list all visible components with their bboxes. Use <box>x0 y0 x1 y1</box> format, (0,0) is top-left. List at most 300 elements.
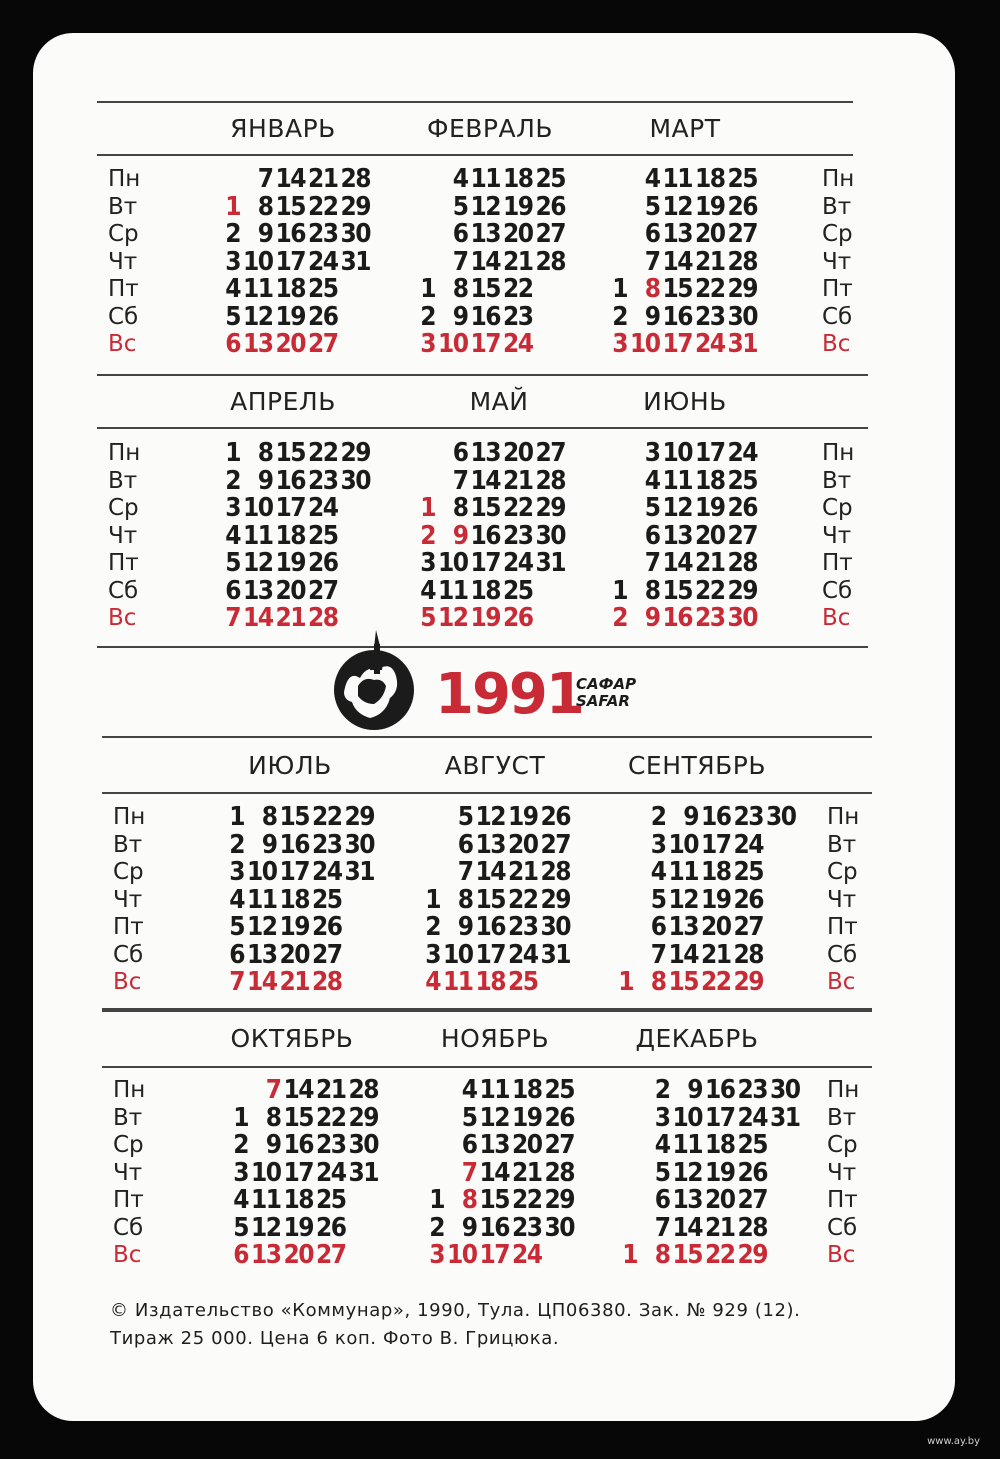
day-number: 27 <box>733 912 763 942</box>
day-number: 16 <box>275 465 305 496</box>
day-number: 29 <box>344 802 374 832</box>
day-number: 7 <box>644 548 660 578</box>
day-number: 29 <box>340 191 370 222</box>
day-number: 13 <box>475 829 505 860</box>
day-number: 31 <box>540 939 570 970</box>
day-number: 21 <box>307 164 338 194</box>
day-number: 15 <box>279 802 309 832</box>
day-number: 11 <box>250 1185 281 1215</box>
day-number: 5 <box>233 1212 248 1243</box>
day-number: 1 <box>420 274 435 304</box>
day-number: 15 <box>470 274 500 304</box>
day-number: 6 <box>229 939 244 970</box>
day-number: 12 <box>662 191 692 222</box>
day-number: 2 <box>225 219 240 249</box>
weekday-label-left: Вт <box>108 467 138 494</box>
day-number: 2 <box>425 912 440 942</box>
day-number: 9 <box>452 520 468 551</box>
day-number: 2 <box>229 829 244 860</box>
day-number: 30 <box>769 1075 800 1105</box>
day-number: 11 <box>470 164 500 194</box>
day-number: 10 <box>672 1102 702 1133</box>
day-number: 5 <box>420 603 435 633</box>
day-number: 2 <box>420 301 435 332</box>
day-number: 18 <box>475 967 505 997</box>
weekday-label-left: Пт <box>113 914 144 940</box>
day-number: 13 <box>242 575 273 606</box>
day-number: 19 <box>704 1157 735 1188</box>
weekday-label-left: Сб <box>113 1214 144 1241</box>
day-number: 10 <box>442 939 473 970</box>
day-number: 14 <box>242 603 273 633</box>
day-number: 21 <box>694 548 725 578</box>
weekday-label-left: Вт <box>113 1104 143 1131</box>
day-number: 18 <box>275 520 305 551</box>
day-number: 13 <box>470 438 500 468</box>
day-number: 1 <box>225 191 240 222</box>
weekday-label-right: Сб <box>827 1214 858 1241</box>
day-number: 10 <box>242 246 273 277</box>
day-number: 14 <box>662 548 692 578</box>
day-number: 4 <box>644 465 660 496</box>
day-number: 28 <box>340 164 370 194</box>
day-number: 26 <box>727 191 757 222</box>
day-number: 2 <box>233 1130 248 1160</box>
day-number: 31 <box>344 857 374 887</box>
day-number: 18 <box>700 857 731 887</box>
day-number: 8 <box>452 493 468 523</box>
day-number: 27 <box>540 829 570 860</box>
day-number: 6 <box>644 520 660 551</box>
day-number: 16 <box>275 219 305 249</box>
day-number: 29 <box>733 967 763 997</box>
weekday-label-left: Чт <box>108 248 138 275</box>
day-number: 4 <box>654 1130 670 1160</box>
day-number: 14 <box>283 1075 313 1105</box>
day-number: 6 <box>225 575 240 606</box>
day-number: 30 <box>727 603 757 633</box>
day-number: 8 <box>261 802 277 832</box>
day-number: 20 <box>694 520 725 551</box>
day-number: 18 <box>275 274 305 304</box>
month-name: АВГУСТ <box>444 751 546 780</box>
weekday-label-left: Чт <box>113 1159 143 1186</box>
day-number: 3 <box>420 548 435 578</box>
day-number: 6 <box>457 829 473 860</box>
day-number: 22 <box>307 438 338 468</box>
day-number: 20 <box>275 329 305 359</box>
day-number: 29 <box>340 438 370 468</box>
month-name: ЯНВАРЬ <box>230 114 336 143</box>
day-number: 4 <box>225 520 240 551</box>
day-number: 23 <box>737 1075 767 1105</box>
day-number: 17 <box>662 329 692 359</box>
day-number: 8 <box>257 438 273 468</box>
day-number: 15 <box>283 1102 313 1133</box>
day-number: 1 <box>425 884 440 915</box>
day-number: 9 <box>687 1075 702 1105</box>
day-number: 7 <box>257 164 273 194</box>
day-number: 10 <box>437 548 468 578</box>
day-number: 23 <box>694 301 725 332</box>
day-number: 23 <box>311 829 342 860</box>
day-number: 26 <box>733 884 763 915</box>
day-number: 29 <box>727 575 757 606</box>
day-number: 26 <box>502 603 533 633</box>
weekday-label-right: Пт <box>827 914 858 940</box>
day-number: 21 <box>704 1212 735 1243</box>
weekday-label-right: Пт <box>822 276 853 302</box>
weekday-label-left: Сб <box>108 303 139 330</box>
day-number: 25 <box>307 520 338 551</box>
day-number: 24 <box>727 438 757 468</box>
day-number: 11 <box>479 1075 509 1105</box>
day-number: 25 <box>727 164 757 194</box>
day-number: 17 <box>475 939 505 970</box>
day-number: 28 <box>348 1075 378 1105</box>
weekday-label-left: Вт <box>113 831 143 858</box>
day-number: 21 <box>315 1075 346 1105</box>
day-number: 9 <box>644 301 660 332</box>
day-number: 31 <box>727 329 757 359</box>
day-number: 30 <box>727 301 757 332</box>
day-number: 12 <box>479 1102 509 1133</box>
day-number: 24 <box>315 1157 346 1188</box>
month-name: ДЕКАБРЬ <box>635 1024 759 1053</box>
day-number: 19 <box>283 1212 313 1243</box>
day-number: 20 <box>502 438 533 468</box>
day-number: 11 <box>672 1130 702 1160</box>
weekday-label-left: Чт <box>108 522 138 549</box>
day-number: 4 <box>225 274 240 304</box>
weekday-label-right: Ср <box>827 1132 858 1158</box>
day-number: 23 <box>733 802 763 832</box>
day-number: 14 <box>475 857 505 887</box>
weekday-label-left: Пн <box>108 166 141 192</box>
day-number: 29 <box>348 1102 378 1133</box>
day-number: 12 <box>242 301 273 332</box>
weekday-label-right: Чт <box>827 886 857 913</box>
divider-line <box>97 154 853 156</box>
weekday-label-left: Вс <box>108 605 137 631</box>
day-number: 3 <box>229 857 244 887</box>
day-number: 3 <box>654 1102 670 1133</box>
day-number: 8 <box>650 967 666 997</box>
day-number: 9 <box>683 802 698 832</box>
weekday-label-right: Вс <box>827 969 856 995</box>
day-number: 13 <box>246 939 277 970</box>
divider-line <box>97 646 868 648</box>
day-number: 8 <box>654 1240 670 1270</box>
day-number: 2 <box>429 1212 444 1243</box>
day-number: 8 <box>452 274 468 304</box>
day-number: 17 <box>275 493 305 523</box>
day-number: 7 <box>225 603 240 633</box>
day-number: 12 <box>672 1157 702 1188</box>
month-name: ОКТЯБРЬ <box>230 1024 354 1053</box>
day-number: 27 <box>727 219 757 249</box>
day-number: 16 <box>470 301 500 332</box>
day-number: 28 <box>307 603 338 633</box>
weekday-label-right: Сб <box>822 303 853 330</box>
day-number: 6 <box>225 329 240 359</box>
day-number: 7 <box>461 1157 477 1188</box>
day-number: 12 <box>662 493 692 523</box>
day-number: 7 <box>452 465 468 496</box>
day-number: 17 <box>275 246 305 277</box>
day-number: 10 <box>668 829 698 860</box>
weekday-label-right: Вс <box>827 1242 856 1268</box>
day-number: 10 <box>446 1240 477 1270</box>
day-number: 21 <box>502 465 533 496</box>
day-number: 15 <box>662 274 692 304</box>
day-number: 11 <box>662 164 692 194</box>
day-number: 15 <box>672 1240 702 1270</box>
day-number: 11 <box>242 520 273 551</box>
day-number: 10 <box>437 329 468 359</box>
day-number: 23 <box>307 219 338 249</box>
day-number: 25 <box>315 1185 346 1215</box>
day-number: 20 <box>694 219 725 249</box>
day-number: 12 <box>475 802 505 832</box>
day-number: 25 <box>507 967 538 997</box>
day-number: 17 <box>283 1157 313 1188</box>
day-number: 23 <box>694 603 725 633</box>
day-number: 7 <box>650 939 666 970</box>
day-number: 13 <box>668 912 698 942</box>
day-number: 8 <box>644 274 660 304</box>
day-number: 28 <box>737 1212 767 1243</box>
divider-line <box>102 1066 872 1068</box>
divider-line <box>102 792 872 794</box>
day-number: 1 <box>612 274 627 304</box>
day-number: 8 <box>457 884 473 915</box>
watermark: www.ay.by <box>927 1436 980 1447</box>
day-number: 1 <box>420 493 435 523</box>
day-number: 14 <box>470 465 500 496</box>
day-number: 21 <box>511 1157 542 1188</box>
day-number: 19 <box>275 301 305 332</box>
day-number: 6 <box>452 219 468 249</box>
day-number: 13 <box>242 329 273 359</box>
day-number: 19 <box>275 548 305 578</box>
day-number: 29 <box>544 1185 574 1215</box>
day-number: 19 <box>502 191 533 222</box>
day-number: 11 <box>442 967 473 997</box>
day-number: 6 <box>654 1185 670 1215</box>
weekday-label-left: Вс <box>113 969 142 995</box>
day-number: 24 <box>694 329 725 359</box>
day-number: 30 <box>348 1130 378 1160</box>
day-number: 17 <box>700 829 731 860</box>
day-number: 22 <box>700 967 731 997</box>
day-number: 10 <box>629 329 660 359</box>
day-number: 17 <box>704 1102 735 1133</box>
day-number: 10 <box>662 438 692 468</box>
day-number: 14 <box>672 1212 702 1243</box>
day-number: 9 <box>265 1130 281 1160</box>
divider-line <box>102 1010 872 1012</box>
weekday-label-right: Чт <box>822 522 852 549</box>
day-number: 13 <box>662 520 692 551</box>
day-number: 21 <box>694 246 725 277</box>
day-number: 3 <box>644 438 660 468</box>
day-number: 6 <box>233 1240 248 1270</box>
weekday-label-right: Сб <box>822 577 853 604</box>
day-number: 22 <box>315 1102 346 1133</box>
day-number: 20 <box>507 829 538 860</box>
day-number: 15 <box>662 575 692 606</box>
day-number: 13 <box>250 1240 281 1270</box>
day-number: 15 <box>668 967 698 997</box>
day-number: 20 <box>704 1185 735 1215</box>
day-number: 24 <box>307 246 338 277</box>
day-number: 18 <box>279 884 309 915</box>
day-number: 14 <box>246 967 277 997</box>
day-number: 16 <box>479 1212 509 1243</box>
day-number: 20 <box>279 939 309 970</box>
day-number: 7 <box>644 246 660 277</box>
weekday-label-right: Вт <box>822 467 852 494</box>
day-number: 15 <box>475 884 505 915</box>
day-number: 22 <box>704 1240 735 1270</box>
day-number: 19 <box>694 191 725 222</box>
weekday-label-left: Ср <box>108 221 139 247</box>
day-number: 24 <box>511 1240 542 1270</box>
day-number: 25 <box>535 164 565 194</box>
weekday-label-right: Пн <box>822 440 855 466</box>
day-number: 6 <box>644 219 660 249</box>
weekday-label-left: Ср <box>108 495 139 521</box>
weekday-label-right: Пн <box>822 166 855 192</box>
day-number: 9 <box>261 829 277 860</box>
weekday-label-right: Чт <box>827 1159 857 1186</box>
day-number: 4 <box>425 967 440 997</box>
weekday-label-left: Сб <box>108 577 139 604</box>
day-number: 5 <box>654 1157 670 1188</box>
day-number: 22 <box>694 575 725 606</box>
day-number: 27 <box>315 1240 346 1270</box>
weekday-label-left: Пн <box>113 804 146 830</box>
day-number: 10 <box>242 493 273 523</box>
day-number: 11 <box>246 884 277 915</box>
day-number: 28 <box>733 939 763 970</box>
day-number: 19 <box>470 603 500 633</box>
day-number: 12 <box>242 548 273 578</box>
day-number: 31 <box>769 1102 800 1133</box>
day-number: 5 <box>457 802 473 832</box>
day-number: 16 <box>279 829 309 860</box>
day-number: 27 <box>307 575 338 606</box>
divider-line <box>97 101 853 103</box>
day-number: 9 <box>461 1212 477 1243</box>
day-number: 26 <box>315 1212 346 1243</box>
day-number: 3 <box>650 829 666 860</box>
day-number: 14 <box>275 164 305 194</box>
day-number: 4 <box>420 575 435 606</box>
weekday-label-right: Пн <box>827 804 860 830</box>
month-name: НОЯБРЬ <box>440 1024 550 1053</box>
day-number: 15 <box>479 1185 509 1215</box>
divider-line <box>102 736 872 738</box>
day-number: 28 <box>727 246 757 277</box>
day-number: 18 <box>502 164 533 194</box>
day-number: 22 <box>502 493 533 523</box>
day-number: 28 <box>727 548 757 578</box>
day-number: 18 <box>511 1075 542 1105</box>
day-number: 3 <box>429 1240 444 1270</box>
month-name: СЕНТЯБРЬ <box>627 751 767 780</box>
day-number: 22 <box>507 884 538 915</box>
weekday-label-left: Вс <box>108 331 137 357</box>
day-number: 2 <box>420 520 435 551</box>
month-name: МАЙ <box>469 387 529 416</box>
day-number: 21 <box>507 857 538 887</box>
day-number: 8 <box>461 1185 477 1215</box>
weekday-label-right: Вс <box>822 331 851 357</box>
weekday-label-left: Вс <box>113 1242 142 1268</box>
day-number: 25 <box>502 575 533 606</box>
day-number: 1 <box>622 1240 637 1270</box>
day-number: 19 <box>694 493 725 523</box>
month-name: ИЮЛЬ <box>248 751 332 780</box>
day-number: 25 <box>737 1130 767 1160</box>
day-number: 2 <box>612 603 627 633</box>
month-name: ИЮНЬ <box>643 387 727 416</box>
day-number: 4 <box>644 164 660 194</box>
day-number: 22 <box>511 1185 542 1215</box>
day-number: 12 <box>250 1212 281 1243</box>
day-number: 5 <box>225 301 240 332</box>
day-number: 8 <box>265 1102 281 1133</box>
weekday-label-left: Чт <box>113 886 143 913</box>
day-number: 20 <box>275 575 305 606</box>
day-number: 29 <box>737 1240 767 1270</box>
day-number: 18 <box>694 465 725 496</box>
day-number: 21 <box>700 939 731 970</box>
day-number: 14 <box>662 246 692 277</box>
day-number: 19 <box>279 912 309 942</box>
weekday-label-right: Пт <box>827 1187 858 1213</box>
day-number: 6 <box>461 1130 477 1160</box>
day-number: 22 <box>694 274 725 304</box>
day-number: 28 <box>544 1157 574 1188</box>
day-number: 20 <box>700 912 731 942</box>
day-number: 24 <box>737 1102 767 1133</box>
day-number: 8 <box>257 191 273 222</box>
day-number: 16 <box>470 520 500 551</box>
day-number: 23 <box>502 301 533 332</box>
day-number: 5 <box>229 912 244 942</box>
day-number: 25 <box>307 274 338 304</box>
day-number: 23 <box>502 520 533 551</box>
day-number: 24 <box>307 493 338 523</box>
day-number: 27 <box>544 1130 574 1160</box>
day-number: 23 <box>507 912 538 942</box>
day-number: 9 <box>257 219 273 249</box>
day-number: 9 <box>457 912 473 942</box>
day-number: 1 <box>233 1102 248 1133</box>
day-number: 12 <box>470 191 500 222</box>
day-number: 9 <box>257 465 273 496</box>
day-number: 7 <box>654 1212 670 1243</box>
day-number: 2 <box>654 1075 670 1105</box>
day-number: 17 <box>694 438 725 468</box>
day-number: 1 <box>429 1185 444 1215</box>
day-number: 17 <box>479 1240 509 1270</box>
day-number: 3 <box>612 329 627 359</box>
brand-name-latin: SAFAR <box>576 692 630 710</box>
